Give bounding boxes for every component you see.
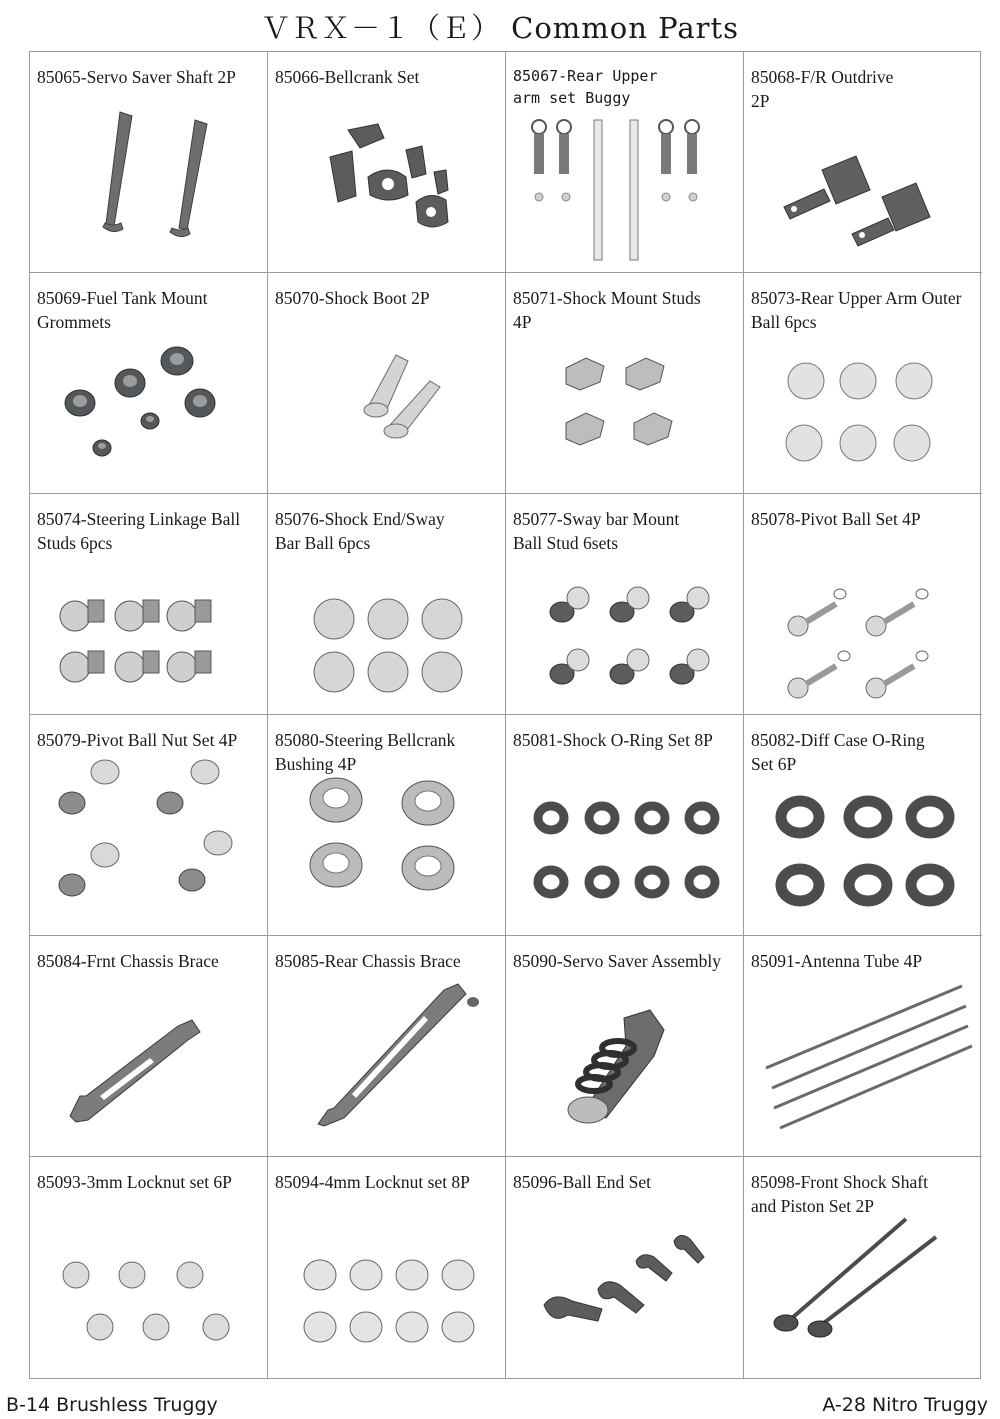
part-cell	[30, 936, 268, 1157]
part-label: 85091-Antenna Tube 4P	[751, 951, 923, 971]
pivot-ball-set-icon	[744, 494, 982, 715]
part-cell	[744, 1157, 982, 1378]
part-cell	[30, 1157, 268, 1378]
ball-studs-icon	[30, 494, 268, 715]
part-label: 85084-Frnt Chassis Brace	[37, 951, 219, 971]
grommets-icon	[30, 273, 268, 494]
footer-left: B-14 Brushless Truggy	[6, 1394, 218, 1416]
part-label: 85079-Pivot Ball Nut Set 4P	[37, 730, 238, 750]
part-cell	[268, 715, 506, 936]
part-label: 85085-Rear Chassis Brace	[275, 951, 461, 971]
part-label: 85071-Shock Mount Studs 4P	[513, 288, 701, 332]
part-cell	[744, 494, 982, 715]
outer-ball-icon	[744, 273, 982, 494]
part-label: 85066-Bellcrank Set	[275, 67, 420, 87]
shock-o-ring-icon	[506, 715, 744, 936]
bellcrank-set-icon	[268, 52, 506, 273]
part-cell	[506, 494, 744, 715]
part-cell	[30, 494, 268, 715]
shock-boot-icon	[268, 273, 506, 494]
rear-upper-arm-set-icon	[506, 52, 744, 273]
part-label: 85098-Front Shock Shaft and Piston Set 2P	[751, 1172, 928, 1216]
part-label: 85078-Pivot Ball Set 4P	[751, 509, 921, 529]
part-label: 85069-Fuel Tank Mount Grommets	[37, 288, 208, 332]
part-label: 85070-Shock Boot 2P	[275, 288, 430, 308]
locknut-3mm-icon	[30, 1157, 268, 1378]
part-label: 85096-Ball End Set	[513, 1172, 652, 1192]
part-label: 85076-Shock End/Sway Bar Ball 6pcs	[275, 509, 445, 553]
part-label: 85094-4mm Locknut set 8P	[275, 1172, 470, 1192]
part-cell	[268, 1157, 506, 1378]
sway-bar-mount-icon	[506, 494, 744, 715]
part-cell	[30, 715, 268, 936]
part-label: 85080-Steering Bellcrank Bushing 4P	[275, 730, 456, 774]
part-label: 85073-Rear Upper Arm Outer Ball 6pcs	[751, 288, 962, 332]
part-cell	[268, 494, 506, 715]
servo-saver-assembly-icon	[506, 936, 744, 1157]
part-label: 85074-Steering Linkage Ball Studs 6pcs	[37, 509, 241, 553]
part-cell	[506, 52, 744, 273]
part-label: 85065-Servo Saver Shaft 2P	[37, 67, 236, 87]
part-label: 85067-Rear Upper arm set Buggy	[513, 67, 658, 107]
part-cell	[268, 936, 506, 1157]
outdrive-icon	[744, 52, 982, 273]
shock-shaft-piston-icon	[744, 1157, 982, 1378]
page-title: ＶＲＸ－１（Ｅ） Common Parts	[260, 11, 740, 45]
shock-mount-studs-icon	[506, 273, 744, 494]
sway-bar-ball-icon	[268, 494, 506, 715]
diff-case-o-ring-icon	[744, 715, 982, 936]
part-cell	[744, 273, 982, 494]
rear-chassis-brace-icon	[268, 936, 506, 1157]
servo-saver-shaft-icon	[30, 52, 268, 273]
pivot-ball-nut-icon	[30, 715, 268, 936]
part-cell	[30, 273, 268, 494]
locknut-4mm-icon	[268, 1157, 506, 1378]
part-cell	[506, 273, 744, 494]
parts-grid	[29, 51, 981, 1379]
part-label: 85077-Sway bar Mount Ball Stud 6sets	[513, 509, 680, 553]
part-cell	[506, 715, 744, 936]
part-label: 85081-Shock O-Ring Set 8P	[513, 730, 713, 750]
front-chassis-brace-icon	[30, 936, 268, 1157]
part-cell	[506, 1157, 744, 1378]
part-cell	[506, 936, 744, 1157]
part-cell	[30, 52, 268, 273]
part-cell	[744, 936, 982, 1157]
part-label: 85068-F/R Outdrive 2P	[751, 67, 894, 111]
part-cell	[268, 273, 506, 494]
part-label: 85090-Servo Saver Assembly	[513, 951, 722, 971]
antenna-tube-icon	[744, 936, 982, 1157]
footer-right: A-28 Nitro Truggy	[822, 1394, 988, 1416]
part-cell	[744, 715, 982, 936]
part-label: 85082-Diff Case O-Ring Set 6P	[751, 730, 925, 774]
part-cell	[268, 52, 506, 273]
part-label: 85093-3mm Locknut set 6P	[37, 1172, 232, 1192]
part-cell	[744, 52, 982, 273]
bushing-icon	[268, 715, 506, 936]
ball-end-set-icon	[506, 1157, 744, 1378]
